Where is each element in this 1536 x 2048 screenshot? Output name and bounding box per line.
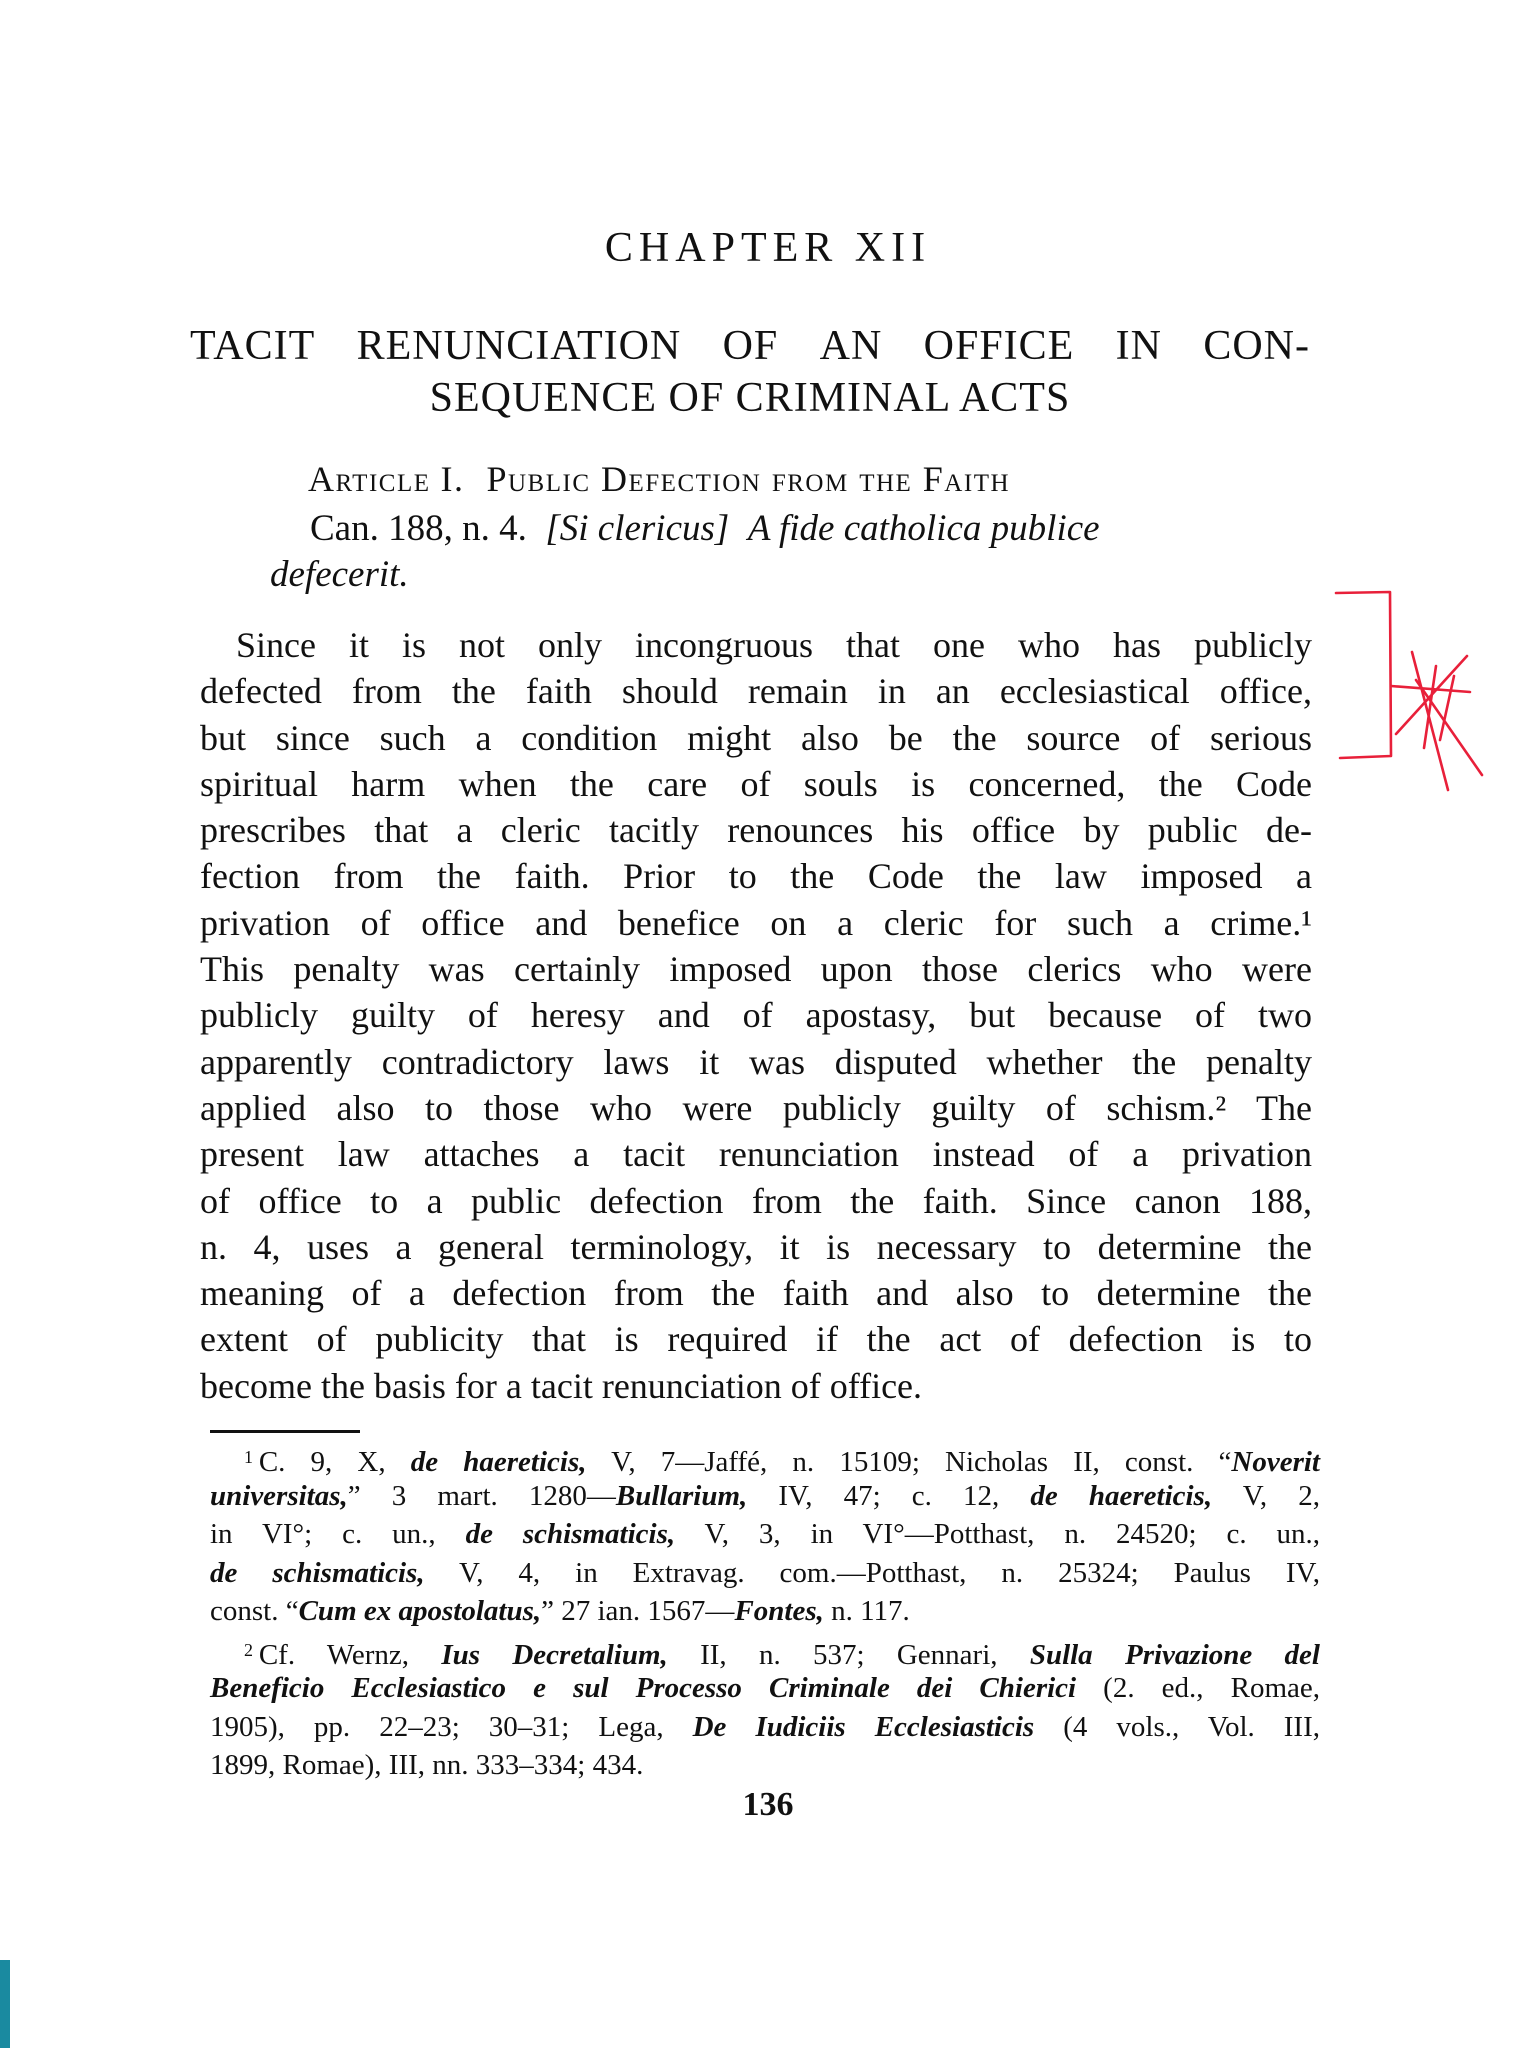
body-line: This penalty was certainly imposed upon those clerics who were: [200, 949, 1312, 990]
scan-edge-marker: [0, 1960, 10, 2048]
body-line: present law attaches a tacit renunciation instead of a privation: [200, 1134, 1312, 1175]
footnote-1-line: universitas,” 3 mart. 1280—Bullarium, IV, 47; c. 12, de haereticis, V, 2,: [210, 1479, 1321, 1512]
body-line: n. 4, uses a general terminology, it is necessary to determine the: [200, 1226, 1312, 1267]
footnote-1-line: $^1$ C. 9, X, de haereticis, V, 7—Jaffé, n. 15109; Nicholas II, const. “Noverit: [244, 1446, 1320, 1478]
body-line: apparently contradictory laws it was disputed whether the penalty: [200, 1041, 1312, 1082]
body-line: but since such a condition might also be the source of serious: [200, 717, 1312, 758]
body-line: publicly guilty of heresy and of apostasy, but because of two: [200, 995, 1312, 1036]
footnotes: [210, 1438, 1320, 1785]
canon-quote: [270, 506, 1270, 598]
body-line: fection from the faith. Prior to the Code the law imposed a: [200, 856, 1312, 897]
body-line: become the basis for a tacit renunciation of office.: [200, 1365, 923, 1406]
canon-reference: Can. 188, n. 4.: [310, 508, 527, 549]
footnote-1-line: in VI°; c. un., de schismaticis, V, 3, in VI°—Potthast, n. 24520; c. un.,: [210, 1518, 1321, 1550]
footnote-divider: [210, 1430, 360, 1433]
chapter-heading: CHAPTER XII: [604, 225, 932, 271]
body-line: defected from the faith should remain in an ecclesiastical office,: [200, 671, 1312, 712]
footnote-2-line: $^2$ Cf. Wernz, Ius Decretalium, II, n. 537; Gennari, Sulla Privazione del: [244, 1638, 1320, 1671]
body-line: Since it is not only incongruous that one who has publicly: [236, 625, 1312, 665]
footnote-1-line: de schismaticis, V, 4, in Extravag. com.—Potthast, n. 25324; Paulus IV,: [210, 1556, 1320, 1589]
footnote-2-line: 1905), pp. 22–23; 30–31; Lega, De Iudiciis Ecclesiasticis (4 vols., Vol. III,: [210, 1710, 1320, 1743]
canon-text-part2: defecerit.: [270, 554, 409, 595]
page-number: 136: [742, 1786, 794, 1823]
body-line: of office to a public defection from the faith. Since canon 188,: [200, 1180, 1312, 1221]
body-paragraph: [200, 622, 1312, 1409]
body-line: prescribes that a cleric tacitly renounces his office by public de-: [200, 810, 1312, 851]
canon-bracket: [Si clericus]: [545, 508, 730, 549]
body-line: meaning of a defection from the faith and also to determine the: [200, 1273, 1312, 1314]
chapter-title-line-2: SEQUENCE OF CRIMINAL ACTS: [429, 375, 1071, 421]
body-line: extent of publicity that is required if the act of defection is to: [200, 1319, 1312, 1360]
article-title: Public Defection from the Faith: [486, 459, 1011, 499]
footnote-1-line: const. “Cum ex apostolatus,” 27 ian. 1567—Fontes, n. 117.: [210, 1595, 910, 1627]
body-line: applied also to those who were publicly guilty of schism.² The: [200, 1087, 1312, 1128]
footnote-1-marker: 1: [244, 1447, 253, 1467]
chapter-title-line-1: TACIT RENUNCIATION OF AN OFFICE IN CON-: [190, 323, 1310, 369]
footnote-2-line: Beneficio Ecclesiastico e sul Processo Criminale dei Chierici (2. ed., Romae,: [210, 1672, 1320, 1704]
footnote-2-marker: 2: [244, 1639, 253, 1660]
handwritten-bracket-asterisk-icon: [1320, 580, 1490, 820]
article-label: Article: [308, 459, 431, 499]
chapter-title: [190, 320, 1310, 424]
article-heading: [308, 458, 1010, 500]
body-line: privation of office and benefice on a cleric for such a crime.¹: [200, 902, 1312, 943]
body-line: spiritual harm when the care of souls is concerned, the Code: [200, 763, 1312, 804]
footnote-2-line: 1899, Romae), III, nn. 333–334; 434.: [210, 1749, 644, 1781]
article-number: I.: [440, 459, 465, 499]
canon-text-part1: A fide catholica publice: [747, 508, 1100, 549]
